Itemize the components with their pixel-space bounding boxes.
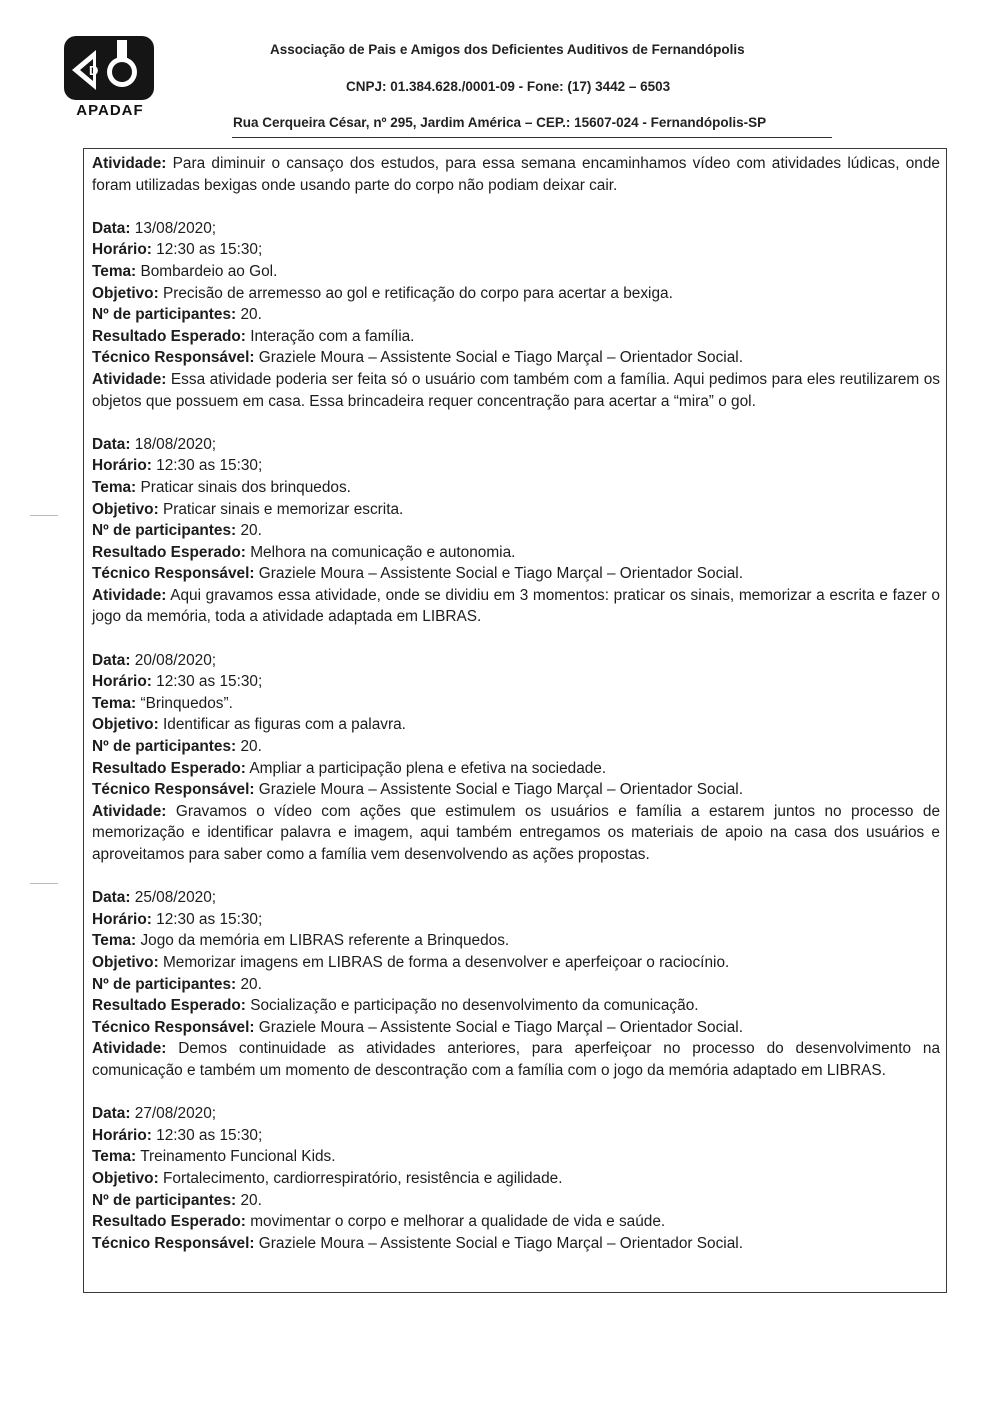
horario-label: Horário:: [92, 673, 152, 691]
apadaf-logo-mark-icon: [62, 34, 158, 104]
horario-line: [92, 239, 940, 261]
participantes-label: Nº de participantes:: [92, 306, 237, 324]
logo-text: APADAF: [76, 102, 144, 119]
data-label: Data:: [92, 1105, 131, 1123]
participantes-line: [92, 1190, 940, 1212]
participantes-label: Nº de participantes:: [92, 738, 237, 756]
participantes-value: 20.: [240, 522, 262, 540]
address-line: Rua Cerqueira César, nº 295, Jardim América – CEP.: 15607-024 - Fernandópolis-SP: [233, 115, 767, 130]
tecnico-label: Técnico Responsável:: [92, 781, 255, 799]
atividade-text: Aqui gravamos essa atividade, onde se dividiu em 3 momentos: praticar os sinais, memorizar a escrita e fazer o jogo da memória, toda a atividade adaptada em LIBRAS.: [92, 586, 940, 626]
data-line: [92, 434, 940, 456]
resultado-label: Resultado Esperado:: [92, 997, 246, 1015]
objetivo-label: Objetivo:: [92, 500, 159, 518]
horario-value: 12:30 as 15:30;: [156, 457, 263, 475]
data-label: Data:: [92, 219, 131, 237]
tema-value: Jogo da memória em LIBRAS referente a Brinquedos.: [140, 932, 510, 950]
tema-line: [92, 477, 940, 499]
atividade-line: [92, 369, 940, 412]
tecnico-label: Técnico Responsável:: [92, 565, 255, 583]
spacer: [92, 628, 940, 650]
tema-line: [92, 1146, 940, 1168]
objetivo-value: Identificar as figuras com a palavra.: [162, 716, 406, 734]
data-label: Data:: [92, 435, 131, 453]
tecnico-value: Graziele Moura – Assistente Social e Tiago Marçal – Orientador Social.: [258, 565, 743, 583]
horario-line: [92, 1125, 940, 1147]
tema-label: Tema:: [92, 478, 137, 496]
horario-value: 12:30 as 15:30;: [156, 1126, 263, 1144]
tema-value: Bombardeio ao Gol.: [140, 262, 278, 280]
entry-27-08: [92, 1103, 940, 1254]
entry-20-08: [92, 650, 940, 866]
resultado-value: Interação com a família.: [250, 327, 415, 345]
activities-content: [92, 153, 940, 1254]
resultado-line: [92, 1211, 940, 1233]
participantes-value: 20.: [240, 738, 262, 756]
tecnico-label: Técnico Responsável:: [92, 1018, 255, 1036]
resultado-label: Resultado Esperado:: [92, 327, 246, 345]
resultado-value: Socialização e participação no desenvolvimento da comunicação.: [250, 997, 699, 1015]
objetivo-value: Fortalecimento, cardiorrespiratório, resistência e agilidade.: [162, 1169, 563, 1187]
objetivo-line: [92, 283, 940, 305]
objetivo-label: Objetivo:: [92, 953, 159, 971]
tecnico-line: [92, 563, 940, 585]
resultado-label: Resultado Esperado:: [92, 1213, 246, 1231]
atividade-label: Atividade:: [92, 586, 167, 604]
atividade-label: Atividade:: [92, 1040, 167, 1058]
objetivo-label: Objetivo:: [92, 284, 159, 302]
resultado-value: movimentar o corpo e melhorar a qualidade de vida e saúde.: [250, 1213, 666, 1231]
entry-25-08: [92, 887, 940, 1081]
resultado-line: [92, 326, 940, 348]
tema-line: [92, 930, 940, 952]
atividade-text: Demos continuidade as atividades anteriores, para aperfeiçoar no processo do desenvolvimento na comunicação e também um momento de descontração com a família com o jogo da memória adaptado em LIBRAS.: [92, 1040, 941, 1079]
participantes-line: [92, 304, 940, 326]
horario-value: 12:30 as 15:30;: [156, 673, 263, 691]
participantes-value: 20.: [240, 306, 262, 324]
entry-18-08: [92, 434, 940, 628]
apadaf-logo: [62, 34, 158, 120]
horario-line: [92, 909, 940, 931]
intro-section: [92, 153, 940, 196]
data-value: 18/08/2020;: [134, 435, 217, 453]
tecnico-value: Graziele Moura – Assistente Social e Tiago Marçal – Orientador Social.: [258, 1018, 743, 1036]
cnpj-phone-line: CNPJ: 01.384.628./0001-09 - Fone: (17) 3442 – 6503: [346, 79, 671, 94]
participantes-line: [92, 736, 940, 758]
participantes-label: Nº de participantes:: [92, 522, 237, 540]
organization-name: Associação de Pais e Amigos dos Deficientes Auditivos de Fernandópolis: [270, 42, 745, 57]
activities-box: [83, 148, 947, 1293]
resultado-line: [92, 542, 940, 564]
objetivo-line: [92, 1168, 940, 1190]
tema-line: [92, 261, 940, 283]
entry-13-08: [92, 218, 940, 412]
horario-label: Horário:: [92, 241, 152, 259]
horario-line: [92, 671, 940, 693]
tema-label: Tema:: [92, 1148, 137, 1166]
data-label: Data:: [92, 889, 131, 907]
resultado-label: Resultado Esperado:: [92, 543, 246, 561]
spacer: [92, 412, 940, 434]
tema-label: Tema:: [92, 694, 137, 712]
data-line: [92, 887, 940, 909]
data-value: 25/08/2020;: [134, 889, 217, 907]
svg-text:D: D: [89, 63, 99, 78]
horario-value: 12:30 as 15:30;: [156, 910, 263, 928]
tecnico-line: [92, 1017, 940, 1039]
participantes-value: 20.: [240, 975, 262, 993]
tecnico-line: [92, 1233, 940, 1255]
data-value: 20/08/2020;: [134, 651, 217, 669]
tema-value: Praticar sinais dos brinquedos.: [140, 478, 351, 496]
objetivo-line: [92, 499, 940, 521]
data-line: [92, 650, 940, 672]
spacer: [92, 1082, 940, 1104]
data-value: 13/08/2020;: [134, 219, 217, 237]
tecnico-label: Técnico Responsável:: [92, 1234, 255, 1252]
horario-value: 12:30 as 15:30;: [156, 241, 263, 259]
scan-margin-mark: [30, 515, 58, 516]
tema-line: [92, 693, 940, 715]
resultado-value: Melhora na comunicação e autonomia.: [250, 543, 516, 561]
tema-value: Treinamento Funcional Kids.: [140, 1148, 336, 1166]
tecnico-line: [92, 347, 940, 369]
horario-label: Horário:: [92, 457, 152, 475]
participantes-value: 20.: [240, 1191, 262, 1209]
atividade-label: Atividade:: [92, 370, 167, 388]
spacer: [92, 196, 940, 218]
participantes-line: [92, 520, 940, 542]
atividade-label: Atividade:: [92, 802, 167, 820]
objetivo-label: Objetivo:: [92, 716, 159, 734]
atividade-text: Gravamos o vídeo com ações que estimulem os usuários e família a estarem juntos no processo de memorização e identificar palavra e imagem, aqui também entregamos os materiais de apoio na casa dos usuários e aproveitamos para saber como a família vem desenvolvendo as ações propostas.: [92, 802, 941, 863]
data-line: [92, 1103, 940, 1125]
tema-label: Tema:: [92, 932, 137, 950]
scan-margin-mark: [30, 883, 58, 884]
horario-label: Horário:: [92, 1126, 152, 1144]
resultado-line: [92, 995, 940, 1017]
atividade-text: Essa atividade poderia ser feita só o usuário com também com a família. Aqui pedimos para eles reutilizarem os objetos que possuem em casa. Essa brincadeira requer concentração para acertar a “mira” o gol.: [92, 370, 940, 410]
resultado-label: Resultado Esperado:: [92, 759, 246, 777]
tecnico-value: Graziele Moura – Assistente Social e Tiago Marçal – Orientador Social.: [258, 349, 743, 367]
participantes-label: Nº de participantes:: [92, 975, 237, 993]
tecnico-value: Graziele Moura – Assistente Social e Tiago Marçal – Orientador Social.: [258, 781, 743, 799]
atividade-label: Atividade:: [92, 155, 167, 172]
tecnico-line: [92, 779, 940, 801]
participantes-label: Nº de participantes:: [92, 1191, 237, 1209]
header-divider: [232, 137, 832, 138]
atividade-line: [92, 1038, 940, 1081]
objetivo-value: Praticar sinais e memorizar escrita.: [162, 500, 404, 518]
spacer: [92, 866, 940, 888]
objetivo-line: [92, 952, 940, 974]
resultado-line: [92, 758, 940, 780]
objetivo-value: Precisão de arremesso ao gol e retificação do corpo para acertar a bexiga.: [162, 284, 673, 302]
horario-label: Horário:: [92, 910, 152, 928]
tema-value: “Brinquedos”.: [140, 694, 233, 712]
horario-line: [92, 455, 940, 477]
atividade-text: Para diminuir o cansaço dos estudos, para essa semana encaminhamos vídeo com atividades lúdicas, onde foram utilizadas bexigas onde usando parte do corpo não podiam deixar cair.: [92, 155, 940, 194]
objetivo-value: Memorizar imagens em LIBRAS de forma a desenvolver e aperfeiçoar o raciocínio.: [162, 953, 730, 971]
tecnico-label: Técnico Responsável:: [92, 349, 255, 367]
participantes-line: [92, 974, 940, 996]
tecnico-value: Graziele Moura – Assistente Social e Tiago Marçal – Orientador Social.: [258, 1234, 743, 1252]
data-label: Data:: [92, 651, 131, 669]
data-line: [92, 218, 940, 240]
atividade-line: [92, 153, 940, 196]
tema-label: Tema:: [92, 262, 137, 280]
objetivo-line: [92, 714, 940, 736]
resultado-value: Ampliar a participação plena e efetiva na sociedade.: [249, 759, 607, 777]
objetivo-label: Objetivo:: [92, 1169, 159, 1187]
atividade-line: [92, 801, 940, 866]
data-value: 27/08/2020;: [134, 1105, 217, 1123]
atividade-line: [92, 585, 940, 628]
